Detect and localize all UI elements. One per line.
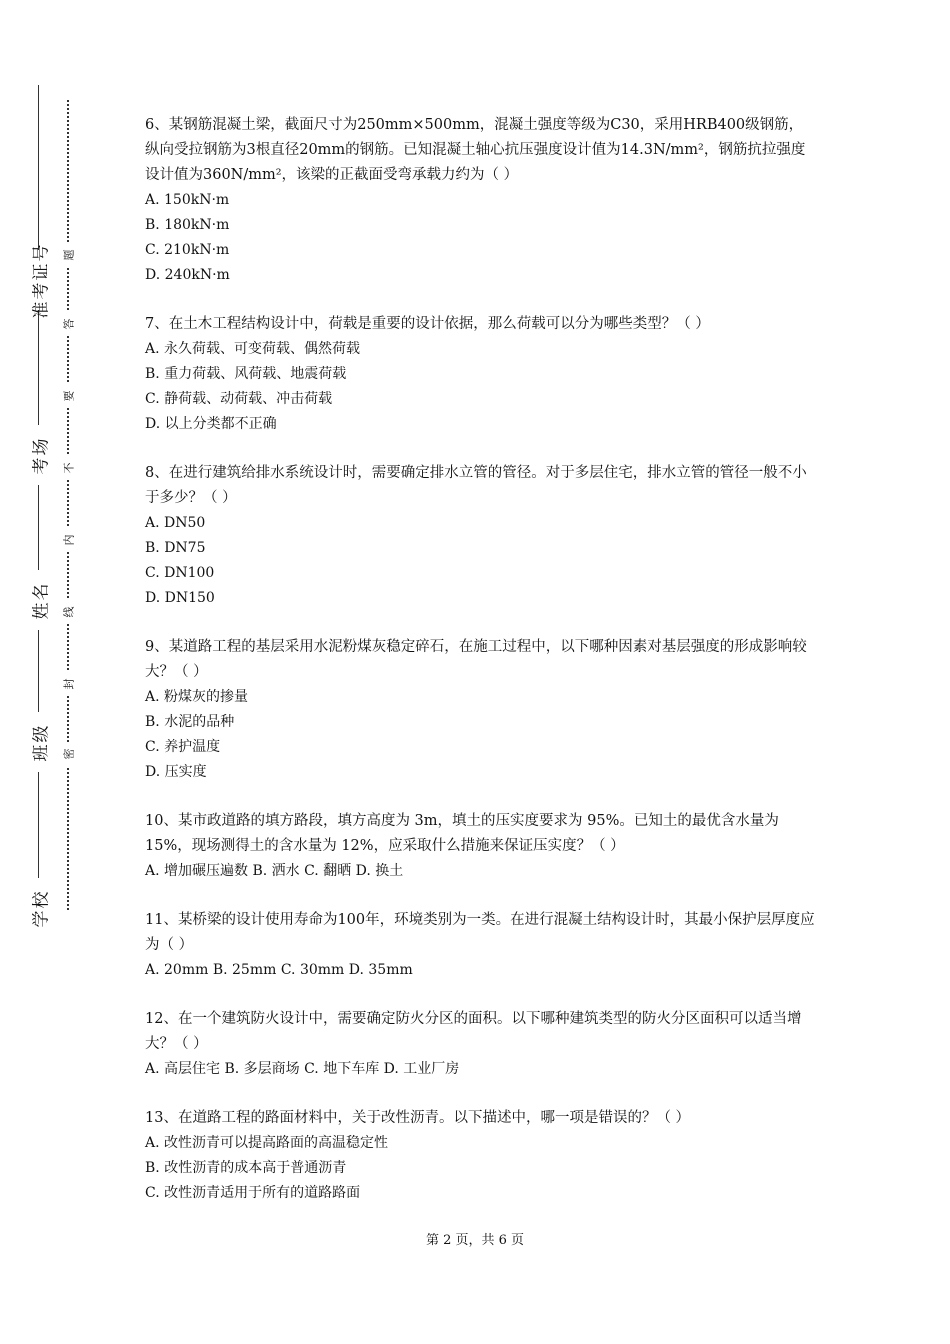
option-d: D. 压实度 xyxy=(145,764,207,780)
question-12 xyxy=(145,1007,815,1082)
option-d: D. DN150 xyxy=(145,590,215,606)
seal-char: 不 xyxy=(58,456,78,480)
option-a: A. 永久荷载、可变荷载、偶然荷载 xyxy=(145,341,361,357)
seal-char: 要 xyxy=(58,384,78,408)
page-footer: 第 2 页，共 6 页 xyxy=(425,1233,525,1248)
option-b: B. 180kN·m xyxy=(145,217,230,233)
question-6 xyxy=(145,113,815,288)
option-c: C. DN100 xyxy=(145,565,215,581)
seal-char: 密 xyxy=(58,742,78,766)
option-d: D. 240kN·m xyxy=(145,267,230,283)
options-inline: A. 增加碾压遍数 B. 洒水 C. 翻晒 D. 换土 xyxy=(145,863,404,879)
binding-dotted-line xyxy=(67,100,69,910)
option-a: A. DN50 xyxy=(145,515,206,531)
question-7 xyxy=(145,312,815,437)
field-class: 班级 xyxy=(22,712,56,772)
field-school: 学校 xyxy=(22,878,56,938)
option-b: B. 重力荷载、风荷载、地震荷载 xyxy=(145,366,347,382)
option-d: D. 以上分类都不正确 xyxy=(145,416,277,432)
seal-char: 线 xyxy=(58,600,78,624)
seal-char: 答 xyxy=(58,312,78,336)
question-11 xyxy=(145,908,815,983)
question-10 xyxy=(145,809,815,884)
field-exam-room: 考场 xyxy=(22,425,56,485)
binding-solid-line xyxy=(38,85,39,935)
question-stem: 8、在进行建筑给排水系统设计时，需要确定排水立管的管径。对于多层住宅，排水立管的管径一般不小于多少？（ ） xyxy=(145,465,807,506)
option-c: C. 改性沥青适用于所有的道路路面 xyxy=(145,1185,361,1201)
question-stem: 10、某市政道路的填方路段，填方高度为 3m，填土的压实度要求为 95%。已知土的最优含水量为 15%，现场测得土的含水量为 12%，应采取什么措施来保证压实度？（ ） xyxy=(145,813,779,854)
question-stem: 9、某道路工程的基层采用水泥粉煤灰稳定碎石，在施工过程中，以下哪种因素对基层强度的形成影响较大？（ ） xyxy=(145,639,807,680)
seal-char: 题 xyxy=(58,243,78,267)
options-inline: A. 20mm B. 25mm C. 30mm D. 35mm xyxy=(145,962,413,978)
question-stem: 11、某桥梁的设计使用寿命为100年，环境类别为一类。在进行混凝土结构设计时，其最小保护层厚度应为（ ） xyxy=(145,912,815,953)
question-9 xyxy=(145,635,815,785)
question-stem: 6、某钢筋混凝土梁，截面尺寸为250mm×500mm，混凝土强度等级为C30，采用HRB400级钢筋，纵向受拉钢筋为3根直径20mm的钢筋。已知混凝土轴心抗压强度设计值为14.3N/mm²，钢筋抗拉强度设计值为360N/mm²，该梁的正截面受弯承载力约为（ ） xyxy=(145,117,806,183)
question-8 xyxy=(145,461,815,611)
question-stem: 12、在一个建筑防火设计中，需要确定防火分区的面积。以下哪种建筑类型的防火分区面积可以适当增大？（ ） xyxy=(145,1011,802,1052)
option-b: B. 改性沥青的成本高于普通沥青 xyxy=(145,1160,347,1176)
options-inline: A. 高层住宅 B. 多层商场 C. 地下车库 D. 工业厂房 xyxy=(145,1061,460,1077)
field-exam-number: 准考证号 xyxy=(22,250,56,310)
question-13 xyxy=(145,1106,815,1206)
option-c: C. 静荷载、动荷载、冲击荷载 xyxy=(145,391,333,407)
option-a: A. 150kN·m xyxy=(145,192,230,208)
binding-margin xyxy=(0,0,90,1344)
option-a: A. 改性沥青可以提高路面的高温稳定性 xyxy=(145,1135,389,1151)
question-list xyxy=(145,113,815,1230)
seal-char: 封 xyxy=(58,672,78,696)
option-b: B. 水泥的品种 xyxy=(145,714,235,730)
option-b: B. DN75 xyxy=(145,540,206,556)
field-name: 姓名 xyxy=(22,570,56,630)
seal-char: 内 xyxy=(58,528,78,552)
option-a: A. 粉煤灰的掺量 xyxy=(145,689,249,705)
option-c: C. 养护温度 xyxy=(145,739,221,755)
question-stem: 13、在道路工程的路面材料中，关于改性沥青。以下描述中，哪一项是错误的？（ ） xyxy=(145,1110,691,1126)
question-stem: 7、在土木工程结构设计中，荷载是重要的设计依据，那么荷载可以分为哪些类型？（ ） xyxy=(145,316,710,332)
option-c: C. 210kN·m xyxy=(145,242,230,258)
